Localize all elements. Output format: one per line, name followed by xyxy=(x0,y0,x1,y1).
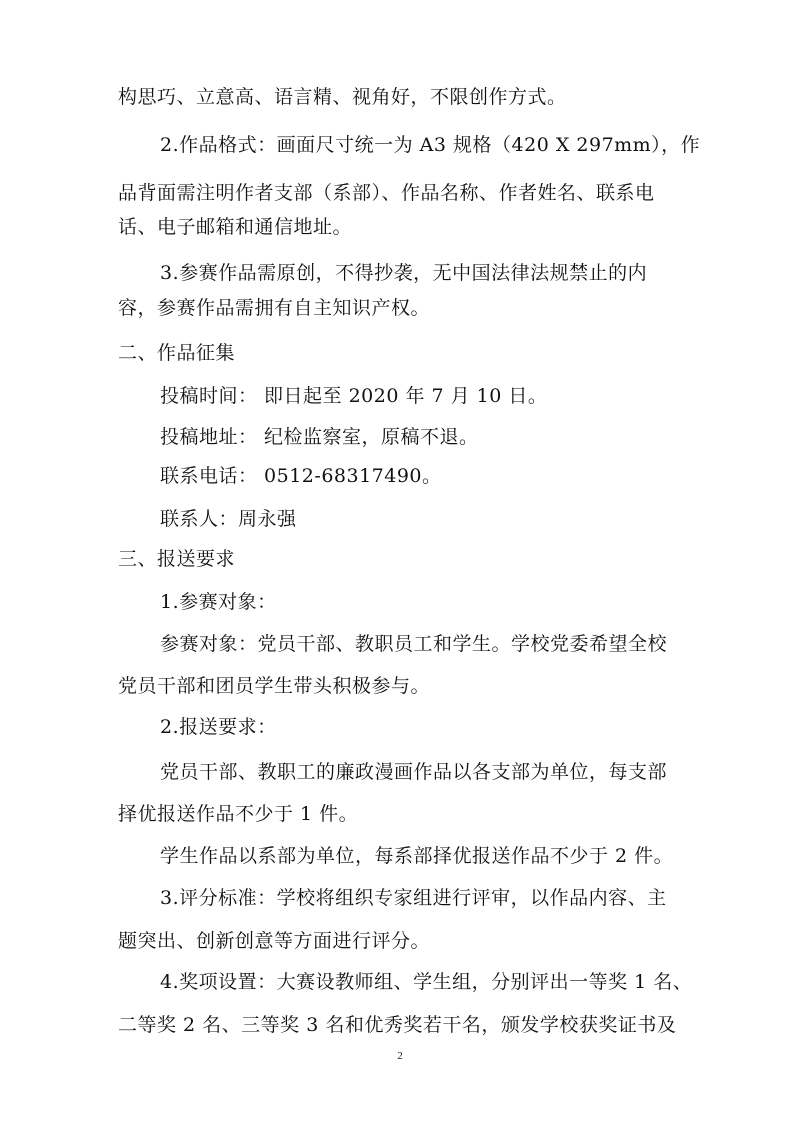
text-line: 题突出、创新创意等方面进行评分。 xyxy=(118,930,431,952)
text-line: 2.报送要求： xyxy=(160,716,277,738)
text-line: 2.作品格式：画面尺寸统一为 A3 规格（420 X 297mm），作 xyxy=(160,134,701,156)
text-line: 容，参赛作品需拥有自主知识产权。 xyxy=(118,297,431,319)
text-line: 3.参赛作品需原创，不得抄袭，无中国法律法规禁止的内 xyxy=(160,262,648,284)
page-number: 2 xyxy=(397,1050,403,1062)
text-line: 党员干部、教职工的廉政漫画作品以各支部为单位，每支部 xyxy=(160,761,668,783)
text-line: 4.奖项设置：大赛设教师组、学生组，分别评出一等奖 1 名、 xyxy=(160,971,693,993)
text-line: 品背面需注明作者支部（系部）、作品名称、作者姓名、联系电 xyxy=(118,182,655,204)
text-line: 党员干部和团员学生带头积极参与。 xyxy=(118,675,431,697)
text-line: 构思巧、立意高、语言精、视角好，不限创作方式。 xyxy=(118,86,567,108)
text-line: 择优报送作品不少于 1 件。 xyxy=(118,803,359,825)
text-line: 联系人：周永强 xyxy=(160,508,297,530)
text-line: 话、电子邮箱和通信地址。 xyxy=(118,216,353,238)
text-line: 二等奖 2 名、三等奖 3 名和优秀奖若干名，颁发学校获奖证书及 xyxy=(118,1014,677,1036)
text-line: 1.参赛对象： xyxy=(160,591,277,613)
text-line: 联系电话： 0512-68317490。 xyxy=(160,465,442,487)
text-line: 投稿地址： 纪检监察室，原稿不退。 xyxy=(160,426,479,448)
section-heading: 二、作品征集 xyxy=(118,342,236,364)
text-line: 3.评分标准：学校将组织专家组进行评审，以作品内容、主 xyxy=(160,887,667,909)
text-line: 投稿时间： 即日起至 2020 年 7 月 10 日。 xyxy=(160,385,548,407)
text-line: 学生作品以系部为单位，每系部择优报送作品不少于 2 件。 xyxy=(160,845,674,867)
section-heading: 三、报送要求 xyxy=(118,548,236,570)
text-line: 参赛对象：党员干部、教职员工和学生。学校党委希望全校 xyxy=(160,633,668,655)
